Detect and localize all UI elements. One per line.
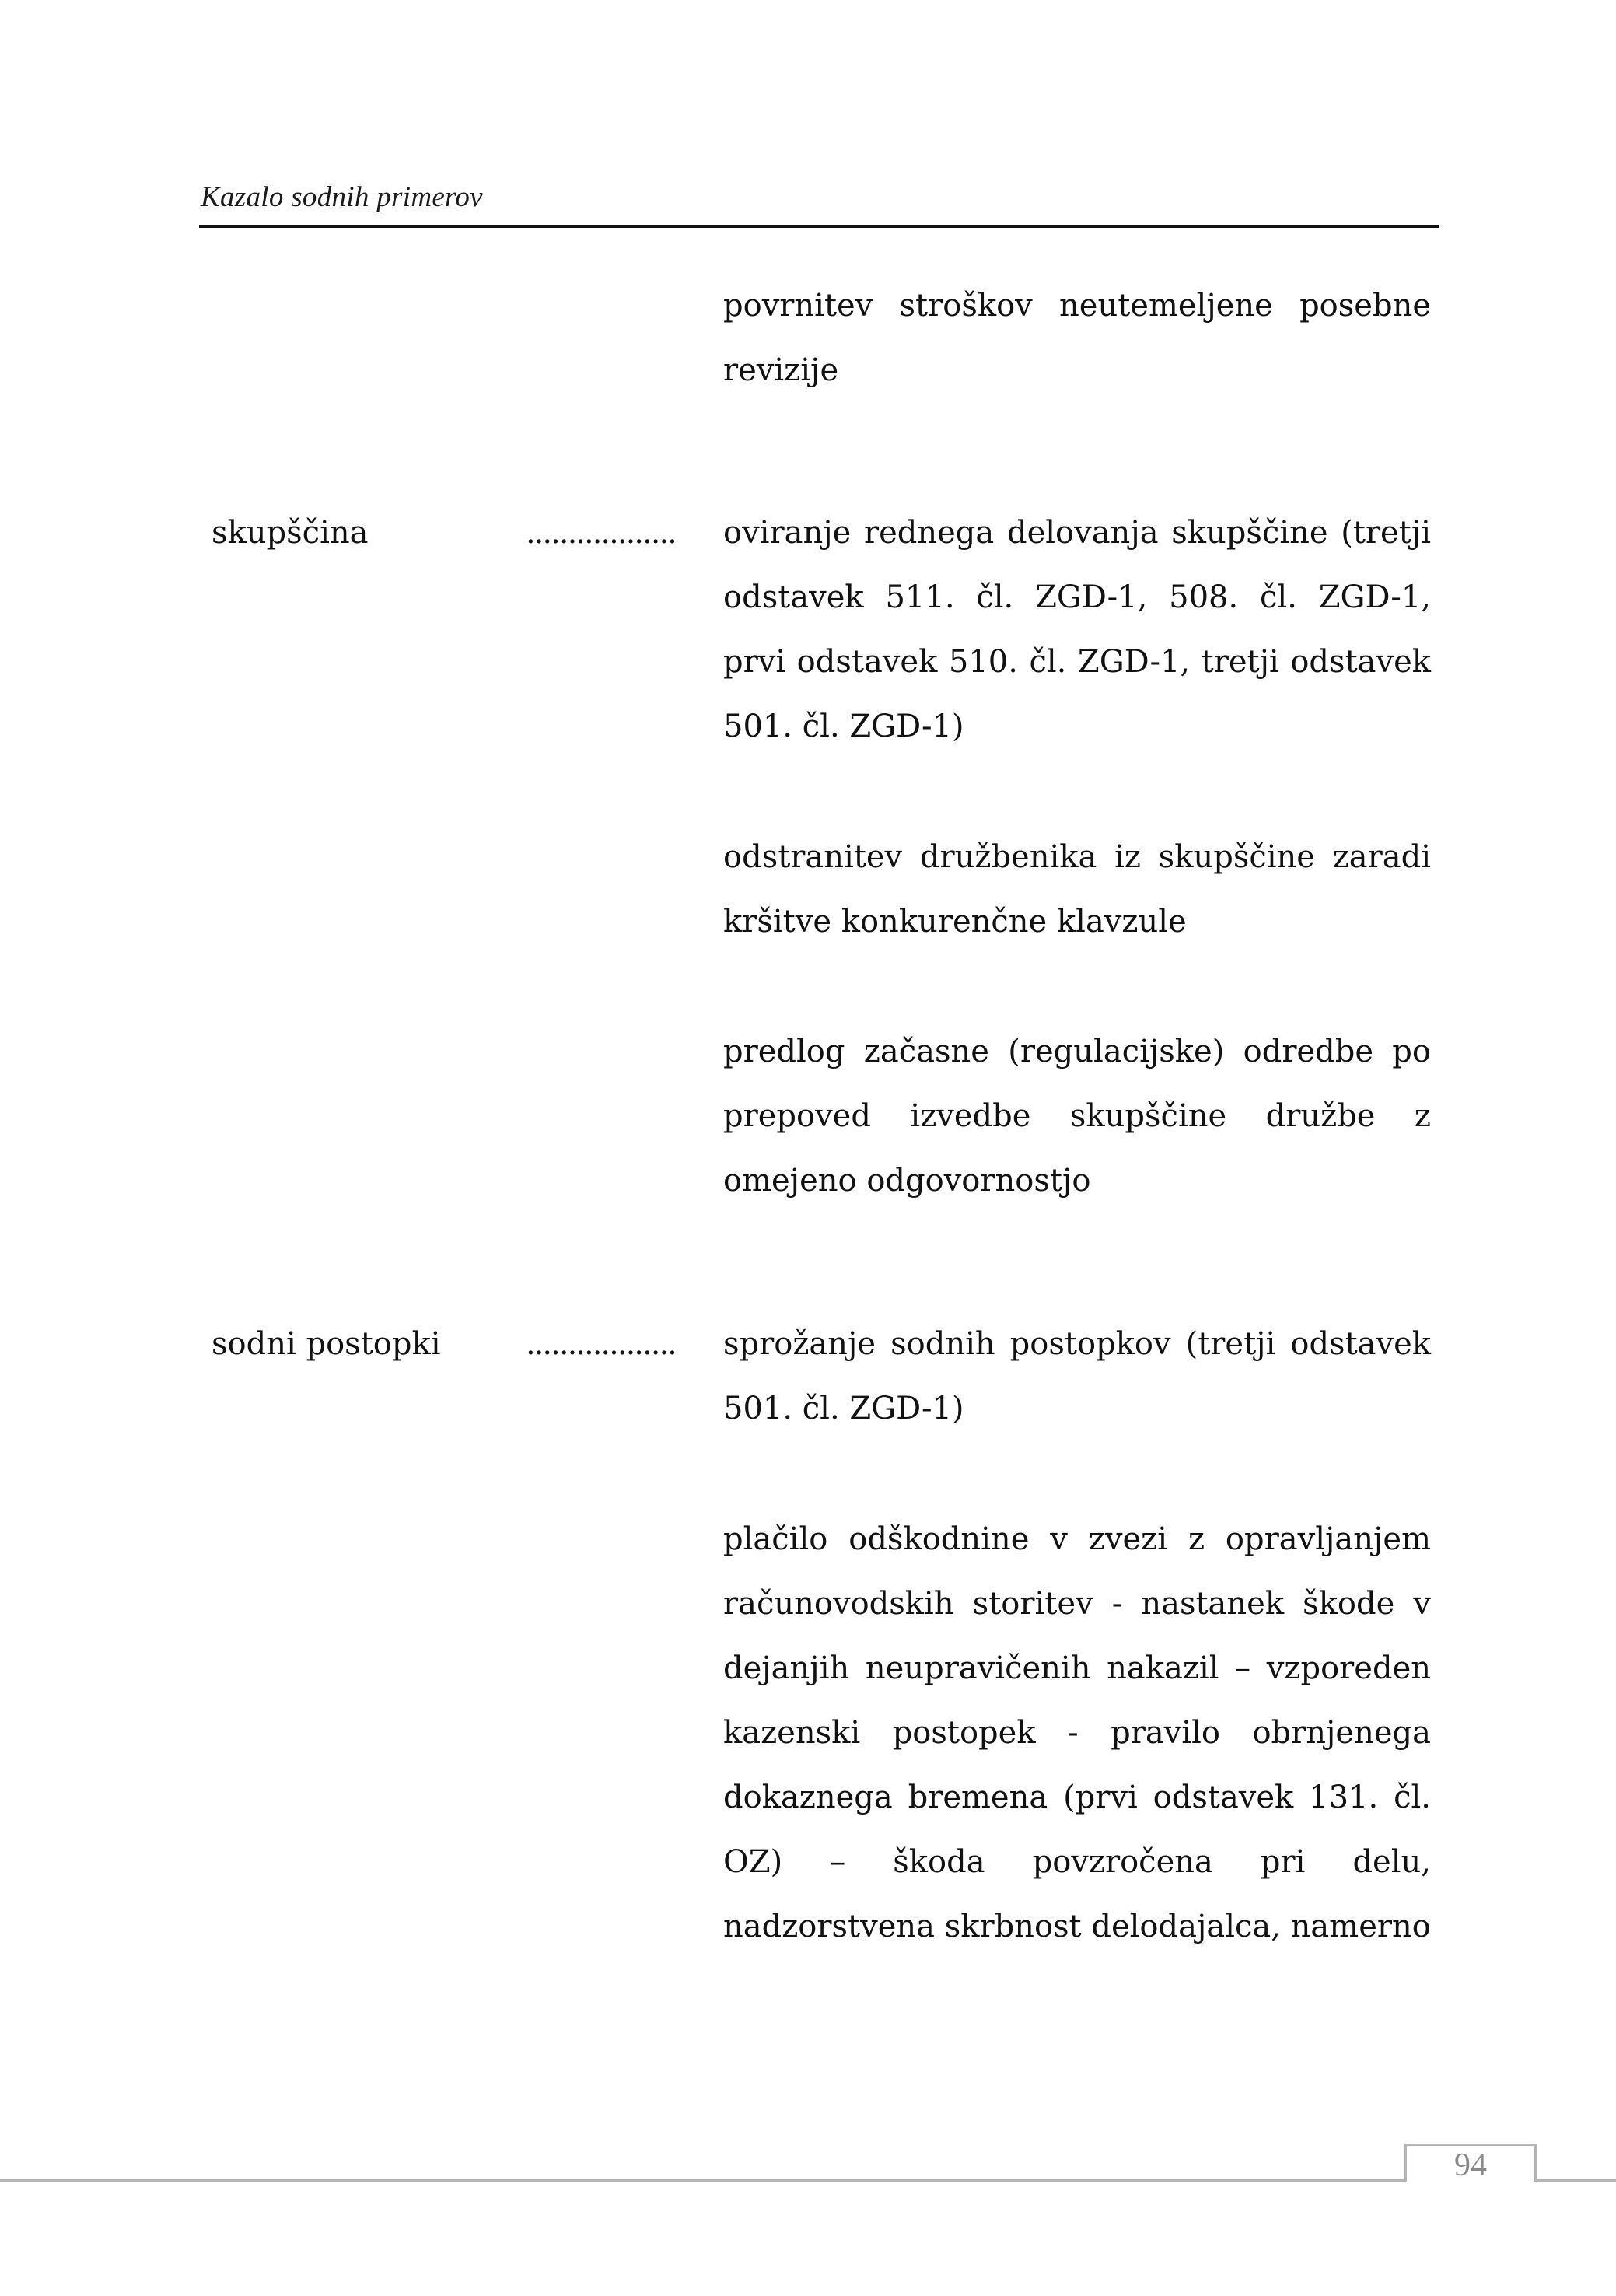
running-header: Kazalo sodnih primerov <box>201 181 483 213</box>
entry-text: sprožanje sodnih postopkov (tretji odstavek 501. čl. ZGD-1) <box>723 1326 1431 1426</box>
index-term: skupščina <box>212 515 369 551</box>
dot-leader: .................. <box>526 1326 676 1362</box>
entry-text: odstranitev družbenika iz skupščine zaradi kršitve konkurenčne klavzule <box>723 839 1431 940</box>
entry-text: plačilo odškodnine v zvezi z opravljanjem računovodskih storitev - nastanek škode v dejanjih neupravičenih nakazil – vzporeden kazenski postopek - pravilo obrnjenega dokaznega bremena (prvi odstavek 131. čl. OZ) – škoda povzročena pri delu, nadzorstvena skrbnost delodajalca, namerno <box>723 1521 1431 1944</box>
entry-text: predlog začasne (regulacijske) odredbe po prepoved izvedbe skupščine družbe z omejeno odgovornostjo <box>723 1034 1431 1199</box>
entry-text: povrnitev stroškov neutemeljene posebne revizije <box>723 288 1431 388</box>
footer-rule <box>0 2179 1406 2182</box>
footer-rule <box>1534 2179 1616 2182</box>
header-rule <box>199 225 1439 228</box>
page-number: 94 <box>1404 2144 1537 2182</box>
entry-text: oviranje rednega delovanja skupščine (tretji odstavek 511. čl. ZGD-1, 508. čl. ZGD-1, prvi odstavek 510. čl. ZGD-1, tretji odstavek 501. čl. ZGD-1) <box>723 515 1431 744</box>
dot-leader: .................. <box>526 515 676 551</box>
index-term: sodni postopki <box>212 1326 441 1362</box>
